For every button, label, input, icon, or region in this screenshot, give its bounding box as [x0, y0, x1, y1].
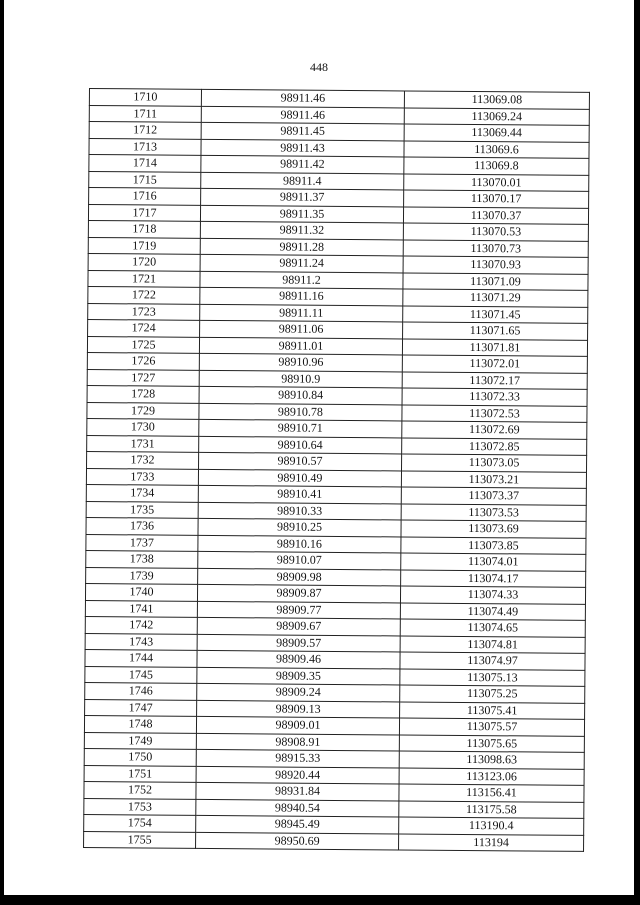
y-coordinate-cell: 113194: [399, 833, 584, 851]
y-coordinate-cell: 113070.01: [404, 173, 589, 191]
point-index-cell: 1751: [84, 765, 196, 782]
point-index-cell: 1723: [88, 303, 200, 320]
y-coordinate-cell: 113069.8: [404, 157, 589, 175]
x-coordinate-cell: 98909.46: [197, 650, 400, 668]
document-page: [4, 0, 634, 895]
y-coordinate-cell: 113175.58: [399, 800, 584, 818]
x-coordinate-cell: 98909.87: [197, 584, 400, 602]
page-number: 448: [310, 60, 328, 74]
x-coordinate-cell: 98911.11: [200, 304, 403, 322]
y-coordinate-cell: 113075.57: [399, 718, 584, 736]
y-coordinate-cell: 113070.17: [404, 190, 589, 208]
table-body: [84, 89, 590, 852]
x-coordinate-cell: 98911.06: [200, 320, 403, 338]
x-coordinate-cell: 98950.69: [196, 832, 399, 850]
y-coordinate-cell: 113190.4: [399, 817, 584, 835]
x-coordinate-cell: 98909.24: [197, 683, 400, 701]
point-index-cell: 1710: [89, 89, 201, 106]
point-index-cell: 1729: [87, 402, 199, 419]
x-coordinate-cell: 98910.57: [199, 452, 402, 470]
x-coordinate-cell: 98910.41: [198, 485, 401, 503]
y-coordinate-cell: 113069.44: [404, 124, 589, 142]
y-coordinate-cell: 113073.21: [401, 470, 586, 488]
point-index-cell: 1717: [88, 204, 200, 221]
y-coordinate-cell: 113071.81: [402, 338, 587, 356]
x-coordinate-cell: 98911.46: [201, 89, 404, 107]
point-index-cell: 1747: [85, 699, 197, 716]
x-coordinate-cell: 98908.91: [196, 733, 399, 751]
x-coordinate-cell: 98910.07: [198, 551, 401, 569]
x-coordinate-cell: 98910.49: [198, 469, 401, 487]
coordinate-table-wrapper: [83, 88, 589, 852]
point-index-cell: 1726: [87, 352, 199, 369]
x-coordinate-cell: 98911.42: [201, 155, 404, 173]
x-coordinate-cell: 98909.13: [197, 700, 400, 718]
y-coordinate-cell: 113072.33: [402, 388, 587, 406]
point-index-cell: 1712: [89, 122, 201, 139]
point-index-cell: 1718: [88, 220, 200, 237]
point-index-cell: 1739: [86, 567, 198, 584]
point-index-cell: 1755: [84, 831, 196, 848]
point-index-cell: 1734: [86, 484, 198, 501]
x-coordinate-cell: 98910.33: [198, 502, 401, 520]
x-coordinate-cell: 98911.4: [201, 172, 404, 190]
point-index-cell: 1728: [87, 385, 199, 402]
point-index-cell: 1744: [85, 649, 197, 666]
point-index-cell: 1736: [86, 517, 198, 534]
point-index-cell: 1713: [89, 138, 201, 155]
y-coordinate-cell: 113074.81: [400, 635, 585, 653]
x-coordinate-cell: 98910.78: [199, 403, 402, 421]
x-coordinate-cell: 98945.49: [196, 815, 399, 833]
y-coordinate-cell: 113069.24: [404, 107, 589, 125]
y-coordinate-cell: 113073.37: [401, 487, 586, 505]
y-coordinate-cell: 113123.06: [399, 767, 584, 785]
point-index-cell: 1714: [89, 155, 201, 172]
y-coordinate-cell: 113070.37: [403, 206, 588, 224]
x-coordinate-cell: 98911.24: [200, 254, 403, 272]
x-coordinate-cell: 98910.25: [198, 518, 401, 536]
point-index-cell: 1733: [86, 468, 198, 485]
x-coordinate-cell: 98940.54: [196, 799, 399, 817]
y-coordinate-cell: 113072.69: [402, 421, 587, 439]
y-coordinate-cell: 113072.53: [402, 404, 587, 422]
x-coordinate-cell: 98910.84: [199, 386, 402, 404]
x-coordinate-cell: 98911.46: [201, 106, 404, 124]
y-coordinate-cell: 113075.25: [400, 685, 585, 703]
y-coordinate-cell: 113070.93: [403, 256, 588, 274]
point-index-cell: 1720: [88, 253, 200, 270]
x-coordinate-cell: 98910.64: [199, 436, 402, 454]
x-coordinate-cell: 98911.2: [200, 271, 403, 289]
x-coordinate-cell: 98909.98: [198, 568, 401, 586]
point-index-cell: 1735: [86, 501, 198, 518]
point-index-cell: 1738: [86, 550, 198, 567]
point-index-cell: 1730: [87, 418, 199, 435]
point-index-cell: 1732: [87, 451, 199, 468]
point-index-cell: 1745: [85, 666, 197, 683]
point-index-cell: 1737: [86, 534, 198, 551]
y-coordinate-cell: 113075.13: [400, 668, 585, 686]
x-coordinate-cell: 98910.71: [199, 419, 402, 437]
x-coordinate-cell: 98911.43: [201, 139, 404, 157]
point-index-cell: 1722: [88, 286, 200, 303]
x-coordinate-cell: 98911.01: [199, 337, 402, 355]
point-index-cell: 1754: [84, 814, 196, 831]
x-coordinate-cell: 98909.57: [197, 634, 400, 652]
x-coordinate-cell: 98911.28: [200, 238, 403, 256]
point-index-cell: 1731: [87, 435, 199, 452]
x-coordinate-cell: 98909.01: [196, 716, 399, 734]
point-index-cell: 1746: [85, 682, 197, 699]
table-row: [84, 831, 584, 851]
x-coordinate-cell: 98911.16: [200, 287, 403, 305]
x-coordinate-cell: 98910.16: [198, 535, 401, 553]
y-coordinate-cell: 113073.85: [401, 536, 586, 554]
coordinate-table: [83, 88, 590, 852]
y-coordinate-cell: 113073.69: [401, 520, 586, 538]
y-coordinate-cell: 113071.29: [403, 289, 588, 307]
y-coordinate-cell: 113073.53: [401, 503, 586, 521]
y-coordinate-cell: 113070.53: [403, 223, 588, 241]
y-coordinate-cell: 113072.85: [402, 437, 587, 455]
point-index-cell: 1740: [85, 583, 197, 600]
y-coordinate-cell: 113071.09: [403, 272, 588, 290]
x-coordinate-cell: 98909.77: [197, 601, 400, 619]
point-index-cell: 1748: [84, 715, 196, 732]
point-index-cell: 1719: [88, 237, 200, 254]
point-index-cell: 1721: [88, 270, 200, 287]
point-index-cell: 1716: [89, 188, 201, 205]
point-index-cell: 1743: [85, 633, 197, 650]
x-coordinate-cell: 98911.45: [201, 122, 404, 140]
y-coordinate-cell: 113073.05: [402, 454, 587, 472]
x-coordinate-cell: 98911.35: [200, 205, 403, 223]
y-coordinate-cell: 113075.41: [400, 701, 585, 719]
y-coordinate-cell: 113071.65: [403, 322, 588, 340]
y-coordinate-cell: 113074.49: [400, 602, 585, 620]
y-coordinate-cell: 113098.63: [399, 751, 584, 769]
y-coordinate-cell: 113074.97: [400, 652, 585, 670]
y-coordinate-cell: 113070.73: [403, 239, 588, 257]
point-index-cell: 1752: [84, 781, 196, 798]
x-coordinate-cell: 98909.67: [197, 617, 400, 635]
point-index-cell: 1715: [89, 171, 201, 188]
point-index-cell: 1727: [87, 369, 199, 386]
x-coordinate-cell: 98931.84: [196, 782, 399, 800]
y-coordinate-cell: 113069.08: [404, 91, 589, 109]
x-coordinate-cell: 98911.32: [200, 221, 403, 239]
point-index-cell: 1750: [84, 748, 196, 765]
point-index-cell: 1742: [85, 616, 197, 633]
x-coordinate-cell: 98915.33: [196, 749, 399, 767]
y-coordinate-cell: 113074.33: [400, 586, 585, 604]
point-index-cell: 1741: [85, 600, 197, 617]
point-index-cell: 1749: [84, 732, 196, 749]
point-index-cell: 1711: [89, 105, 201, 122]
x-coordinate-cell: 98910.9: [199, 370, 402, 388]
y-coordinate-cell: 113156.41: [399, 784, 584, 802]
y-coordinate-cell: 113074.65: [400, 619, 585, 637]
x-coordinate-cell: 98911.37: [201, 188, 404, 206]
x-coordinate-cell: 98909.35: [197, 667, 400, 685]
point-index-cell: 1753: [84, 798, 196, 815]
y-coordinate-cell: 113071.45: [403, 305, 588, 323]
y-coordinate-cell: 113074.01: [401, 553, 586, 571]
y-coordinate-cell: 113074.17: [401, 569, 586, 587]
y-coordinate-cell: 113072.01: [402, 355, 587, 373]
point-index-cell: 1725: [87, 336, 199, 353]
y-coordinate-cell: 113072.17: [402, 371, 587, 389]
point-index-cell: 1724: [88, 319, 200, 336]
x-coordinate-cell: 98920.44: [196, 766, 399, 784]
x-coordinate-cell: 98910.96: [199, 353, 402, 371]
y-coordinate-cell: 113069.6: [404, 140, 589, 158]
y-coordinate-cell: 113075.65: [399, 734, 584, 752]
